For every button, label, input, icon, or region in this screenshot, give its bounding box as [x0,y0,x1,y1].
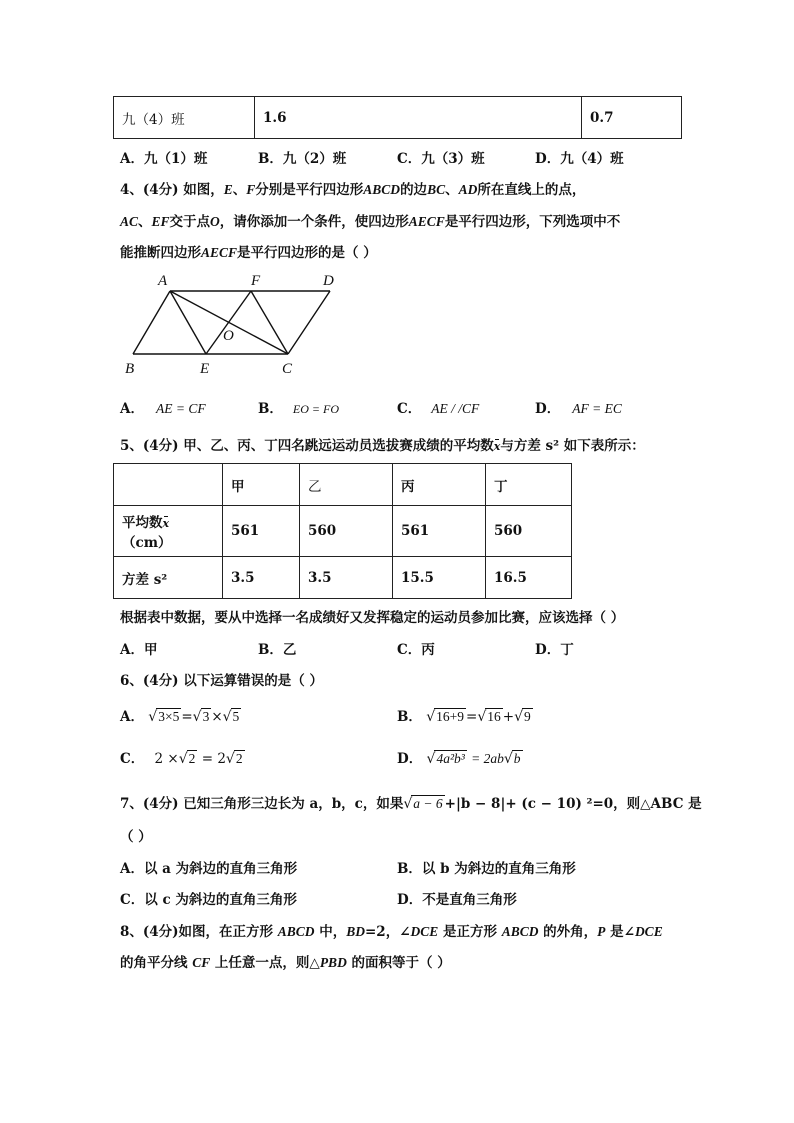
q5-option-d[interactable]: D．丁 [535,642,574,658]
label-C: C [282,361,293,377]
q3-option-a[interactable]: A．九（1）班 [120,151,208,167]
table-cell: 16.5 [486,557,572,599]
q8-line-1: 8、(4分)如图，在正方形 ABCD 中，BD=2，∠DCE 是正方形 ABCD 的外角，P 是∠DCE [120,924,663,940]
q4-option-c[interactable]: C． AE / /CF [397,401,480,417]
table-cell: 15.5 [393,557,486,599]
q3-option-d[interactable]: D．九（4）班 [535,151,624,167]
q7-stem: 7、(4分) 已知三角形三边长为 a，b，c，如果√a − 6 +|b − 8|+ (c − 10) ²=0，则△ABC 是 [120,796,702,812]
q6-option-c[interactable]: C． 2 ×√2 = 2√2 [120,751,243,767]
q3-class-cell: 九（4）班 [114,97,255,139]
q4-parallelogram-figure [118,268,358,380]
table-cell: 560 [300,506,393,557]
table-cell [114,464,223,506]
q5-option-a[interactable]: A．甲 [120,642,158,658]
q7-option-a[interactable]: A．以 a 为斜边的直角三角形 [120,861,298,877]
q4-option-d[interactable]: D． AF = EC [535,401,622,417]
q4-option-a[interactable]: A． AE = CF [120,401,206,417]
table-cell: 561 [223,506,300,557]
q6-option-b[interactable]: B． √16+9 =√16 +√9 [397,709,531,725]
table-cell: 560 [486,506,572,557]
label-F: F [251,273,261,289]
q7-option-d[interactable]: D．不是直角三角形 [397,892,517,908]
table-cell: 丙 [393,464,486,506]
q4-line-3: 能推断四边形AECF是平行四边形的是（ ） [120,245,377,261]
q5-stem: 5、(4分) 甲、乙、丙、丁四名跳远运动员选拔赛成绩的平均数x与方差 s² 如下表所示： [120,438,645,454]
table-cell: 3.5 [223,557,300,599]
table-cell: 方差 s² [114,557,223,599]
table-cell: 乙 [300,464,393,506]
table-row [114,97,682,139]
table-cell: 561 [393,506,486,557]
table-cell: 甲 [223,464,300,506]
q7-option-c[interactable]: C．以 c 为斜边的直角三角形 [120,892,297,908]
segment-EF [206,291,251,354]
table-cell: 平均数x（cm） [114,506,223,557]
q3-mean-cell: 1.6 [255,97,582,139]
label-A: A [158,273,168,289]
q3-option-c[interactable]: C．九（3）班 [397,151,485,167]
q4-option-b[interactable]: B． EO = FO [258,401,340,417]
q8-line-2: 的角平分线 CF 上任意一点，则△PBD 的面积等于（ ） [120,955,451,971]
table-row [114,557,572,599]
q5-table [113,463,572,599]
q3-table [113,96,682,139]
table-row [114,464,572,506]
label-B: B [125,361,135,377]
q6-option-a[interactable]: A． √3×5 =√3 ×√5 [120,709,240,725]
q4-line-2: AC、EF交于点O，请你添加一个条件，使四边形AECF是平行四边形，下列选项中不 [120,214,621,230]
edge-AB [133,291,170,354]
table-cell: 丁 [486,464,572,506]
q7-option-b[interactable]: B．以 b 为斜边的直角三角形 [397,861,576,877]
label-E: E [200,361,210,377]
label-O: O [223,328,234,344]
edge-DC [288,291,330,354]
q5-option-b[interactable]: B．乙 [258,642,297,658]
label-D: D [323,273,334,289]
q7-stem-cont: （ ） [120,829,152,845]
q6-stem: 6、(4分) 以下运算错误的是（ ） [120,673,323,689]
q3-option-b[interactable]: B．九（2）班 [258,151,347,167]
q6-option-d[interactable]: D． √4a²b³ = 2ab√b [397,751,521,767]
q3-var-cell: 0.7 [582,97,682,139]
q5-after-text: 根据表中数据，要从中选择一名成绩好又发挥稳定的运动员参加比赛，应该选择（ ） [120,610,625,626]
q4-line-1: 4、(4分) 如图，E、F分别是平行四边形ABCD的边BC、AD所在直线上的点， [120,182,586,198]
table-cell: 3.5 [300,557,393,599]
table-row [114,506,572,557]
q5-option-c[interactable]: C．丙 [397,642,435,658]
